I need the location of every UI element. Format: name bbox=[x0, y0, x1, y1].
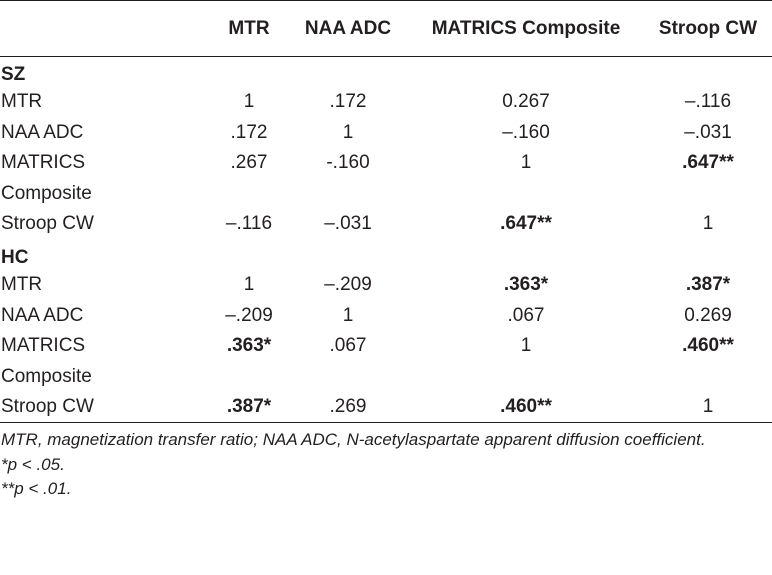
cell-stroop bbox=[644, 179, 772, 210]
cell-mtr: .363* bbox=[226, 335, 272, 357]
table-row bbox=[0, 148, 772, 179]
table-row bbox=[0, 118, 772, 149]
header-row bbox=[0, 1, 772, 57]
cell-stroop: .387* bbox=[685, 274, 731, 296]
cell-naa-adc: .269 bbox=[329, 396, 367, 417]
table-row bbox=[0, 362, 772, 393]
cell-mtr: .267 bbox=[230, 152, 268, 174]
cell-matrics bbox=[408, 362, 644, 393]
group-row-hc bbox=[0, 240, 772, 271]
table-row bbox=[0, 270, 772, 301]
cell-matrics: .067 bbox=[507, 304, 545, 326]
cell-naa-adc bbox=[288, 179, 408, 210]
table-row bbox=[0, 301, 772, 332]
cell-matrics: .647** bbox=[500, 213, 552, 235]
cell-mtr: –.116 bbox=[225, 213, 273, 235]
cell-mtr: 1 bbox=[243, 274, 255, 296]
group-label: SZ bbox=[1, 64, 26, 85]
cell-naa-adc: –.031 bbox=[324, 213, 372, 235]
row-label: MTR bbox=[1, 274, 43, 296]
cell-matrics bbox=[408, 179, 644, 210]
cell-matrics: 0.267 bbox=[502, 91, 550, 113]
cell-naa-adc: .067 bbox=[329, 335, 367, 357]
footnote-p05: *p < .05. bbox=[1, 454, 65, 474]
table-row bbox=[0, 179, 772, 210]
cell-mtr: .172 bbox=[230, 121, 268, 143]
row-label: Composite bbox=[1, 182, 92, 204]
header-corner bbox=[0, 1, 210, 57]
cell-stroop: –.116 bbox=[684, 91, 732, 113]
footnote-p01: **p < .01. bbox=[1, 479, 72, 498]
cell-matrics: –.160 bbox=[502, 121, 550, 143]
cell-mtr: .387* bbox=[226, 396, 272, 417]
footnote-abbreviations: MTR, magnetization transfer ratio; NAA ADC, N-acetylaspartate apparent diffusion coefficient. bbox=[1, 430, 706, 449]
group-row-sz bbox=[0, 57, 772, 88]
row-label: MATRICS bbox=[1, 335, 86, 357]
table-body bbox=[0, 57, 772, 423]
group-label: HC bbox=[1, 246, 29, 268]
cell-stroop: –.031 bbox=[684, 121, 732, 143]
row-label: MATRICS bbox=[1, 152, 86, 174]
row-label: NAA ADC bbox=[1, 304, 84, 326]
cell-stroop: 1 bbox=[702, 213, 714, 235]
cell-naa-adc: 1 bbox=[342, 304, 354, 326]
cell-naa-adc: -.160 bbox=[326, 152, 370, 174]
cell-mtr: 1 bbox=[243, 91, 255, 113]
cell-naa-adc bbox=[288, 362, 408, 393]
header-col-stroop: Stroop CW bbox=[658, 17, 758, 39]
row-label: Composite bbox=[1, 365, 92, 387]
cell-mtr bbox=[210, 179, 288, 210]
cell-stroop bbox=[644, 362, 772, 393]
row-label: Stroop CW bbox=[1, 213, 94, 235]
cell-stroop: 1 bbox=[702, 396, 714, 417]
cell-matrics: 1 bbox=[520, 335, 532, 357]
row-label: NAA ADC bbox=[1, 121, 84, 143]
header-col-mtr: MTR bbox=[228, 17, 270, 39]
cell-stroop: 0.269 bbox=[684, 304, 732, 326]
table-row bbox=[0, 331, 772, 362]
cell-naa-adc: –.209 bbox=[324, 274, 372, 296]
cell-stroop: .460** bbox=[682, 335, 734, 357]
row-label: MTR bbox=[1, 91, 43, 113]
table-row bbox=[0, 392, 772, 423]
cell-naa-adc: 1 bbox=[342, 121, 354, 143]
cell-matrics: .363* bbox=[503, 274, 549, 296]
header-col-naa-adc: NAA ADC bbox=[304, 17, 392, 39]
cell-naa-adc: .172 bbox=[329, 91, 367, 113]
row-label: Stroop CW bbox=[1, 396, 94, 417]
table-header bbox=[0, 1, 772, 57]
cell-matrics: .460** bbox=[500, 396, 552, 417]
cell-matrics: 1 bbox=[520, 152, 532, 174]
header-col-matrics: MATRICS Composite bbox=[431, 17, 621, 39]
table-row bbox=[0, 87, 772, 118]
table-row bbox=[0, 209, 772, 240]
cell-mtr: –.209 bbox=[225, 304, 273, 326]
table-footnotes bbox=[0, 428, 772, 502]
cell-stroop: .647** bbox=[682, 152, 734, 174]
cell-mtr bbox=[210, 362, 288, 393]
